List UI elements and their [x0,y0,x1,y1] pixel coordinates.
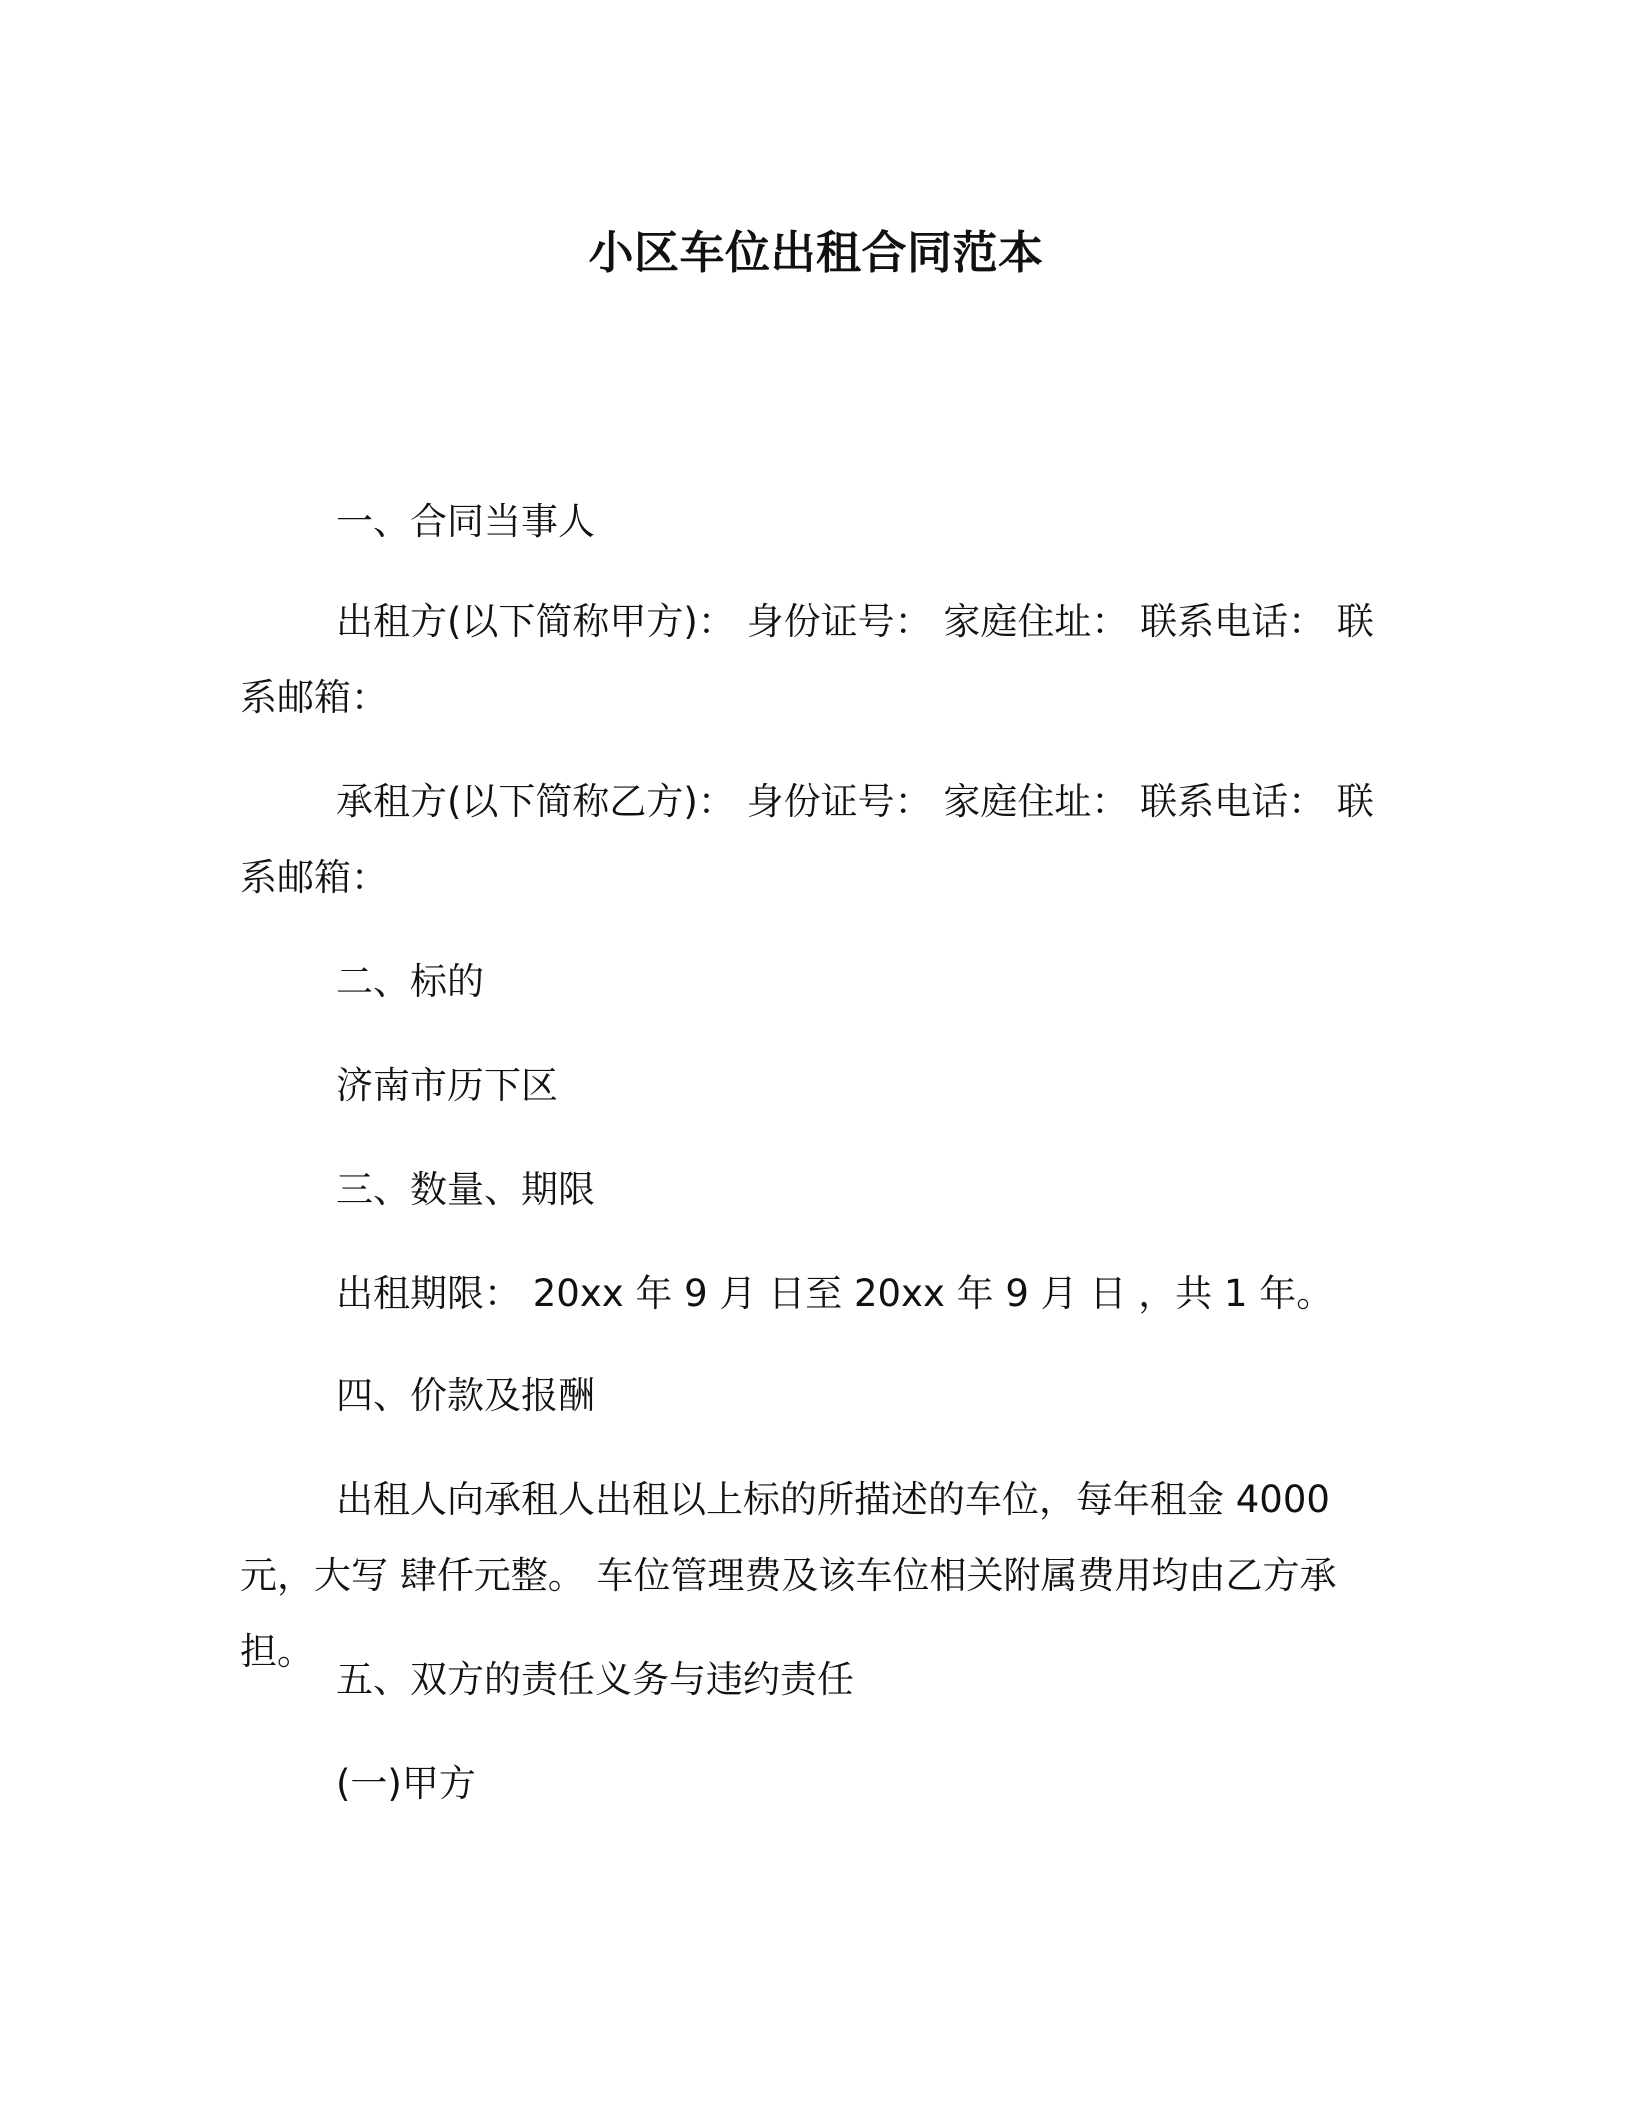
paragraph-lessee: 承租方(以下简称乙方)： 身份证号： 家庭住址： 联系电话： 联系邮箱： [240,780,1374,899]
section-heading-subject: 二、标的 [336,960,484,1003]
paragraph-lease-term: 出租期限： 20xx 年 9 月 日至 20xx 年 9 月 日 ，共 1 年。 [336,1272,1334,1315]
section-heading-quantity-term: 三、数量、期限 [336,1168,595,1211]
paragraph-lessor: 出租方(以下简称甲方)： 身份证号： 家庭住址： 联系电话： 联系邮箱： [240,600,1374,719]
paragraph-location: 济南市历下区 [336,1064,558,1107]
section-heading-price: 四、价款及报酬 [336,1374,595,1417]
document-title: 小区车位出租合同范本 [588,226,1044,279]
paragraph-rent: 出租人向承租人出租以上标的所描述的车位，每年租金 4000 元，大写 肆仟元整。 车位管理费及该车位相关附属费用均由乙方承担。 [240,1478,1337,1673]
section-heading-parties: 一、合同当事人 [336,500,595,543]
subsection-heading-party-a: (一)甲方 [336,1762,476,1805]
section-heading-obligations: 五、双方的责任义务与违约责任 [336,1658,854,1701]
